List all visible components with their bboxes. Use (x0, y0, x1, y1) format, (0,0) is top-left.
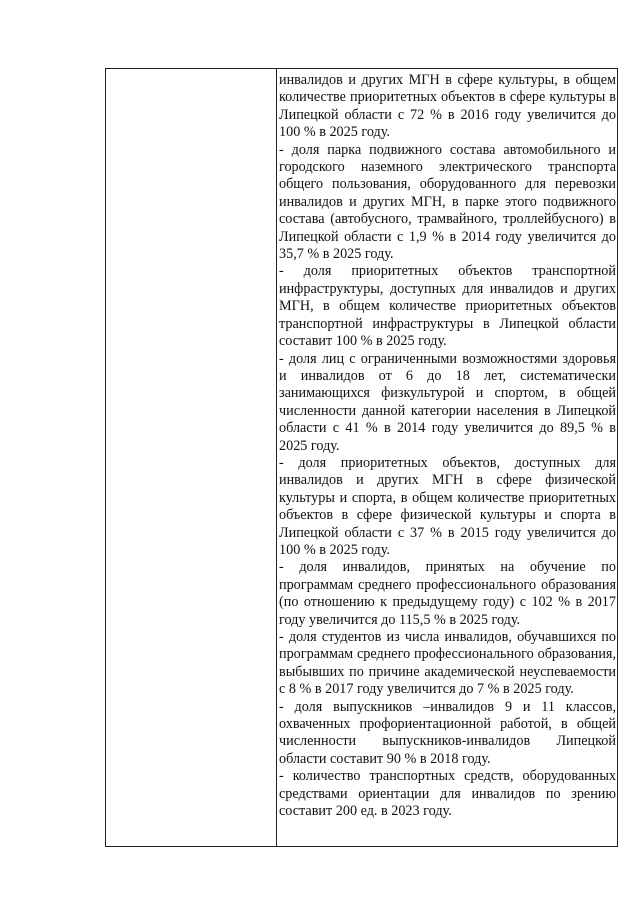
empty-left-cell (106, 69, 277, 846)
paragraph-career-guidance: - доля выпускников –инвалидов 9 и 11 классов, охваченных профориентационной работой, в общей численности выпускников-инвалидов Липецкой области составит 90 % в 2018 году. (279, 698, 616, 767)
paragraph-transport-infrastructure: - доля приоритетных объектов транспортной инфраструктуры, доступных для инвалидов и других МГН, в общем количестве приоритетных объектов транспортной инфраструктуры в Липецкой области составит 100 % в 2025 году. (279, 263, 616, 350)
document-table (105, 68, 618, 847)
paragraph-rolling-stock: - доля парка подвижного состава автомобильного и городского наземного электрического транспорта общего пользования, оборудованного для перевозки инвалидов и других МГН, в парке этого подвижного состава (автобусного, трамвайного, троллейбусного) в Липецкой области с 1,9 % в 2014 году увеличится до 35,7 % в 2025 году. (279, 141, 616, 263)
paragraph-culture-objects: инвалидов и других МГН в сфере культуры, в общем количестве приоритетных объектов в сфере культуры в Липецкой области с 72 % в 2016 году увеличится до 100 % в 2025 году. (279, 72, 616, 141)
paragraph-vehicles-orientation: - количество транспортных средств, оборудованных средствами ориентации для инвалидов по зрению составит 200 ед. в 2023 году. (279, 768, 616, 820)
indicators-cell (277, 69, 617, 846)
paragraph-sport-objects: - доля приоритетных объектов, доступных для инвалидов и других МГН в сфере физической культуры и спорта, в общем количестве приоритетных объектов в сфере физической культуры и спорта в Липецкой области с 37 % в 2015 году увеличится до 100 % в 2025 году. (279, 454, 616, 558)
paragraph-vocational-admission: - доля инвалидов, принятых на обучение по программам среднего профессионального образования (по отношению к предыдущему году) с 102 % в 2017 году увеличится до 115,5 % в 2025 году. (279, 559, 616, 628)
paragraph-sport-youth: - доля лиц с ограниченными возможностями здоровья и инвалидов от 6 до 18 лет, систематически занимающихся физкультурой и спортом, в общей численности данной категории населения в Липецкой области с 41 % в 2014 году увеличится до 89,5 % в 2025 году. (279, 350, 616, 454)
paragraph-student-dropout: - доля студентов из числа инвалидов, обучавшихся по программам среднего профессионального образования, выбывших по причине академической неуспеваемости с 8 % в 2017 году увеличится до 7 % в 2025 году. (279, 629, 616, 698)
